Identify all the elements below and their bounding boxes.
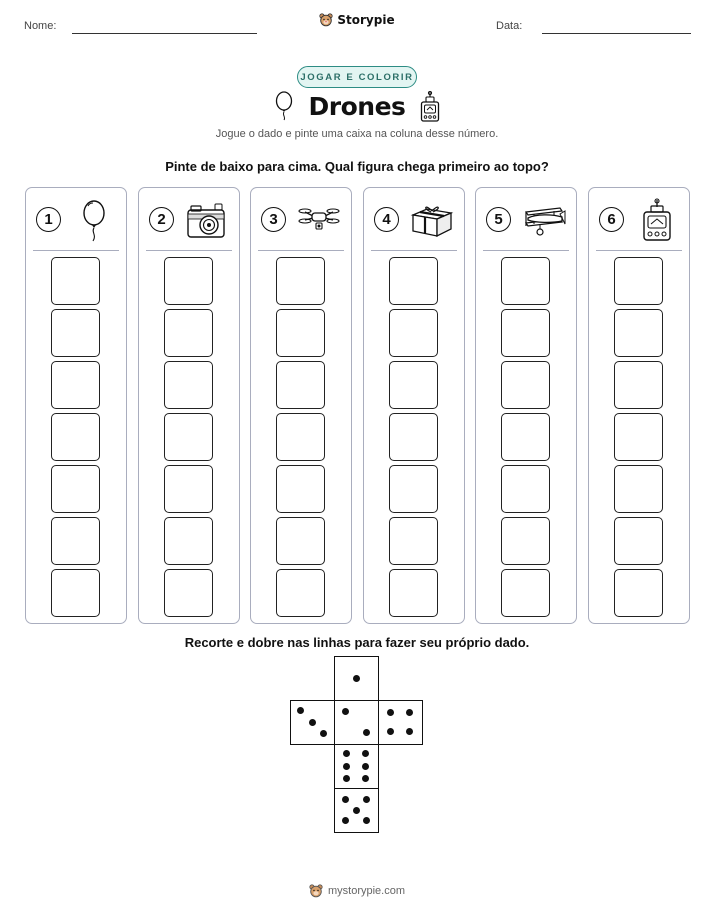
robot-icon <box>635 198 679 242</box>
die-pip <box>406 728 413 735</box>
die-face[interactable] <box>334 656 379 701</box>
color-box[interactable] <box>614 309 663 357</box>
color-box[interactable] <box>164 361 213 409</box>
die-pip <box>363 796 370 803</box>
column-number: 4 <box>374 207 399 232</box>
biplane-icon <box>522 198 566 242</box>
die-pip <box>363 817 370 824</box>
gift-box-icon <box>410 198 454 242</box>
color-box[interactable] <box>276 413 325 461</box>
category-badge: JOGAR E COLORIR <box>297 66 417 88</box>
die-face[interactable] <box>334 744 379 789</box>
color-box[interactable] <box>51 465 100 513</box>
color-box[interactable] <box>501 309 550 357</box>
color-box[interactable] <box>501 569 550 617</box>
die-pip <box>363 729 370 736</box>
color-box[interactable] <box>276 517 325 565</box>
instruction-text: Pinte de baixo para cima. Qual figura chega primeiro ao topo? <box>165 159 549 174</box>
die-face[interactable] <box>378 700 423 745</box>
column-divider <box>258 250 344 251</box>
page-title: Drones <box>308 92 406 121</box>
die-pip <box>387 709 394 716</box>
color-box[interactable] <box>164 517 213 565</box>
color-box[interactable] <box>164 569 213 617</box>
color-box[interactable] <box>51 569 100 617</box>
column-5 <box>475 187 577 624</box>
die-face[interactable] <box>334 788 379 833</box>
color-box[interactable] <box>389 361 438 409</box>
color-box[interactable] <box>164 257 213 305</box>
footer <box>0 884 714 898</box>
page-subtitle: Jogue o dado e pinte uma caixa na coluna desse número. <box>215 128 499 140</box>
color-box[interactable] <box>501 517 550 565</box>
die-pip <box>343 763 350 770</box>
color-box[interactable] <box>501 257 550 305</box>
color-box[interactable] <box>51 257 100 305</box>
color-box[interactable] <box>614 361 663 409</box>
drone-icon <box>297 198 341 242</box>
brand-logo <box>0 13 714 27</box>
column-number: 6 <box>599 207 624 232</box>
color-box[interactable] <box>51 517 100 565</box>
column-4 <box>363 187 465 624</box>
color-box[interactable] <box>614 569 663 617</box>
die-pip <box>297 707 304 714</box>
column-divider <box>146 250 232 251</box>
color-box[interactable] <box>614 413 663 461</box>
date-line[interactable] <box>542 33 691 34</box>
color-box[interactable] <box>164 309 213 357</box>
column-3 <box>250 187 352 624</box>
column-number: 1 <box>36 207 61 232</box>
color-box[interactable] <box>164 465 213 513</box>
column-number: 3 <box>261 207 286 232</box>
date-label: Data: <box>496 20 523 32</box>
die-face[interactable] <box>334 700 379 745</box>
column-divider <box>483 250 569 251</box>
color-box[interactable] <box>389 517 438 565</box>
footer-url: mystorypie.com <box>327 885 406 897</box>
die-pip <box>362 763 369 770</box>
die-pip <box>406 709 413 716</box>
brand-name: Storypie <box>337 13 395 27</box>
color-box[interactable] <box>276 309 325 357</box>
column-divider <box>596 250 682 251</box>
color-box[interactable] <box>501 413 550 461</box>
name-label: Nome: <box>24 20 57 32</box>
die-pip <box>343 775 350 782</box>
die-pip <box>362 775 369 782</box>
color-box[interactable] <box>51 413 100 461</box>
die-pip <box>353 675 360 682</box>
color-box[interactable] <box>389 309 438 357</box>
color-box[interactable] <box>614 517 663 565</box>
die-pip <box>342 817 349 824</box>
camera-icon <box>185 198 229 242</box>
balloon-icon <box>72 198 116 242</box>
die-pip <box>387 728 394 735</box>
color-box[interactable] <box>51 361 100 409</box>
column-number: 2 <box>149 207 174 232</box>
die-pip <box>353 807 360 814</box>
color-box[interactable] <box>614 257 663 305</box>
color-box[interactable] <box>614 465 663 513</box>
color-box[interactable] <box>276 569 325 617</box>
color-box[interactable] <box>501 361 550 409</box>
column-divider <box>371 250 457 251</box>
column-divider <box>33 250 119 251</box>
die-pip <box>362 750 369 757</box>
die-pip <box>320 730 327 737</box>
column-number: 5 <box>486 207 511 232</box>
bear-logo-icon <box>309 884 323 898</box>
die-face[interactable] <box>290 700 335 745</box>
bear-logo-icon <box>319 13 333 27</box>
column-1 <box>25 187 127 624</box>
cut-instruction: Recorte e dobre nas linhas para fazer seu próprio dado. <box>184 635 530 650</box>
color-box[interactable] <box>389 569 438 617</box>
column-2 <box>138 187 240 624</box>
color-box[interactable] <box>389 413 438 461</box>
die-pip <box>342 796 349 803</box>
color-box[interactable] <box>276 465 325 513</box>
robot-icon <box>419 91 441 123</box>
die-pip <box>343 750 350 757</box>
color-box[interactable] <box>276 361 325 409</box>
name-line[interactable] <box>72 33 257 34</box>
die-pip <box>309 719 316 726</box>
color-box[interactable] <box>389 257 438 305</box>
color-box[interactable] <box>276 257 325 305</box>
column-6 <box>588 187 690 624</box>
color-box[interactable] <box>501 465 550 513</box>
die-pip <box>342 708 349 715</box>
color-box[interactable] <box>389 465 438 513</box>
color-box[interactable] <box>51 309 100 357</box>
color-box[interactable] <box>164 413 213 461</box>
